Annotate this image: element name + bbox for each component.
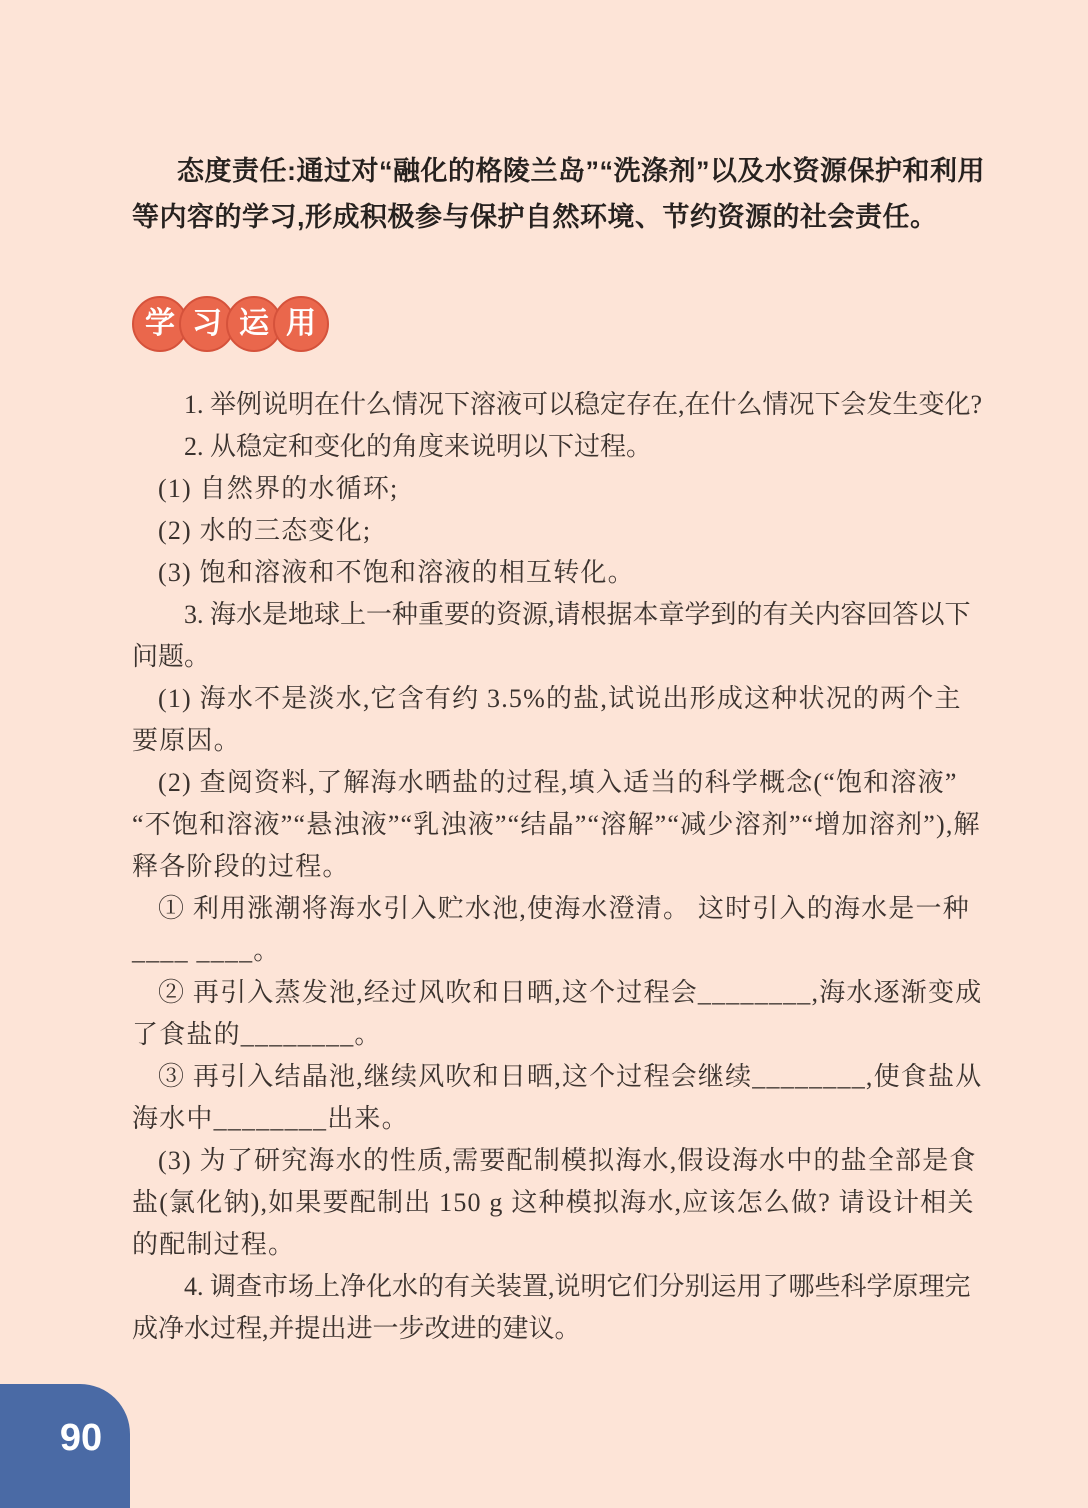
page-content bbox=[132, 148, 988, 1350]
question-4: 4. 调查市场上净化水的有关装置,说明它们分别运用了哪些科学原理完成净水过程,并提出进一步改进的建议。 bbox=[132, 1272, 971, 1343]
question-3-sub-1: (1) 海水不是淡水,它含有约 3.5%的盐,试说出形成这种状况的两个主要原因。 bbox=[132, 684, 962, 755]
question-1: 1. 举例说明在什么情况下溶液可以稳定存在,在什么情况下会发生变化? bbox=[184, 390, 983, 419]
page-number-tab bbox=[0, 1384, 130, 1508]
question-3: 3. 海水是地球上一种重要的资源,请根据本章学到的有关内容回答以下问题。 bbox=[132, 600, 971, 671]
question-3-step-3: ③ 再引入结晶池,继续风吹和日晒,这个过程会继续________,使食盐从海水中________出来。 bbox=[132, 1062, 983, 1133]
intro-text: 通过对“融化的格陵兰岛”“洗涤剂”以及水资源保护和利用等内容的学习,形成积极参与保护自然环境、节约资源的社会责任。 bbox=[132, 156, 985, 232]
question-2-sub-1: (1) 自然界的水循环; bbox=[158, 474, 399, 503]
question-3-sub-2: (2) 查阅资料,了解海水晒盐的过程,填入适当的科学概念(“饱和溶液”“不饱和溶液”“悬浊液”“乳浊液”“结晶”“溶解”“减少溶剂”“增加溶剂”),解释各阶段的过程。 bbox=[132, 768, 981, 881]
intro-paragraph bbox=[132, 148, 988, 240]
question-2-sub-3: (3) 饱和溶液和不饱和溶液的相互转化。 bbox=[158, 558, 635, 587]
question-2-sub-2: (2) 水的三态变化; bbox=[158, 516, 372, 545]
intro-label: 态度责任: bbox=[177, 156, 297, 186]
badge-char: 习 bbox=[192, 307, 222, 340]
question-3-step-2: ② 再引入蒸发池,经过风吹和日晒,这个过程会________,海水逐渐变成了食盐的________。 bbox=[132, 978, 983, 1049]
badge-char: 运 bbox=[239, 307, 269, 340]
badge-circle bbox=[273, 296, 329, 352]
question-3-step-1: ① 利用涨潮将海水引入贮水池,使海水澄清。 这时引入的海水是一种____ ____。 bbox=[132, 894, 970, 965]
question-2: 2. 从稳定和变化的角度来说明以下过程。 bbox=[184, 432, 653, 461]
question-list bbox=[132, 384, 988, 1350]
section-badge bbox=[132, 296, 988, 352]
badge-char: 学 bbox=[145, 307, 175, 340]
question-3-sub-3: (3) 为了研究海水的性质,需要配制模拟海水,假设海水中的盐全部是食盐(氯化钠),如果要配制出 150 g 这种模拟海水,应该怎么做? 请设计相关的配制过程。 bbox=[132, 1146, 977, 1259]
badge-char: 用 bbox=[286, 307, 316, 340]
page-number: 90 bbox=[59, 1416, 103, 1459]
